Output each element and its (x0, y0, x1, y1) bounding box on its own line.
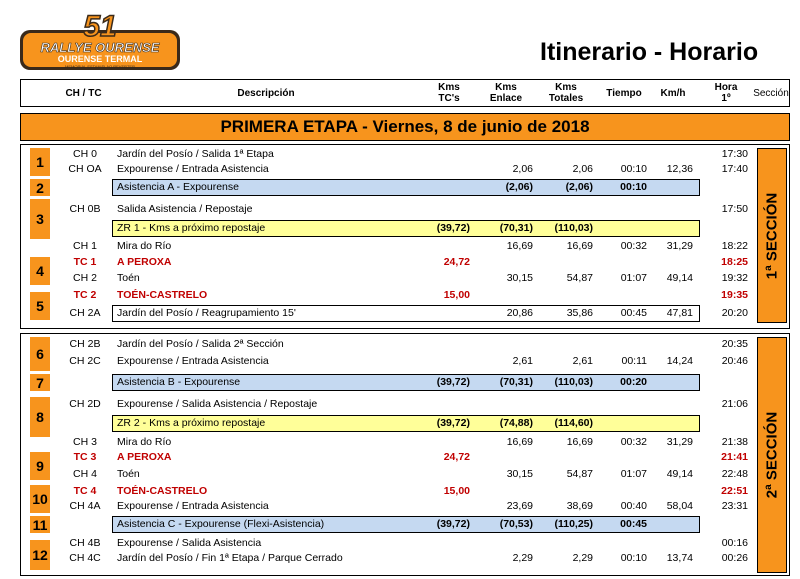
cell-kms-enlace: (2,06) (505, 181, 533, 193)
cell-hora: 00:26 (721, 552, 748, 564)
cell-tiempo: 00:40 (620, 500, 647, 512)
cell-kms-tc: (39,72) (436, 376, 470, 388)
header-ch: CH / TC (65, 88, 102, 99)
cell-kmh: 47,81 (666, 307, 693, 319)
cell-kms-enlace: 30,15 (506, 272, 533, 284)
header-kms-tc: Kms TC's (438, 82, 460, 104)
cell-kmh: 58,04 (666, 500, 693, 512)
cell-desc: Toén (117, 468, 140, 480)
cell-kms-tc: 24,72 (443, 451, 470, 463)
cell-kms-totales: 2,29 (572, 552, 593, 564)
table-row (20, 306, 760, 321)
page-title: Itinerario - Horario (540, 38, 759, 66)
cell-ch: CH 0 (73, 148, 97, 160)
cell-kms-totales: 38,69 (566, 500, 593, 512)
logo-number: 51 (83, 12, 117, 43)
cell-ch: CH 2A (69, 307, 101, 319)
cell-kms-enlace: (70,31) (499, 376, 533, 388)
num-box: 10 (30, 485, 50, 513)
cell-kmh: 31,29 (666, 240, 693, 252)
table-row (20, 239, 760, 254)
cell-hora: 19:35 (721, 289, 748, 301)
cell-ch: TC 4 (73, 485, 97, 497)
cell-desc: TOÉN-CASTRELO (117, 485, 208, 497)
table-row (20, 354, 760, 369)
cell-desc: Asistencia C - Expourense (Flexi-Asistencia) (117, 518, 325, 530)
cell-ch: CH 1 (73, 240, 97, 252)
cell-kms-totales: (110,03) (554, 222, 593, 234)
cell-desc: A PEROXA (117, 451, 172, 463)
cell-desc: Asistencia A - Expourense (117, 181, 239, 193)
cell-desc: Mira do Río (117, 436, 172, 448)
table-row (20, 435, 760, 450)
cell-ch: TC 1 (73, 256, 97, 268)
cell-tiempo: 01:07 (620, 468, 647, 480)
cell-ch: CH 4B (69, 537, 101, 549)
cell-ch: CH OA (68, 163, 102, 175)
cell-desc: Mira do Río (117, 240, 172, 252)
table-row (20, 221, 760, 236)
cell-tiempo: 00:32 (620, 436, 647, 448)
table-row (20, 536, 760, 551)
cell-kms-totales: 16,69 (566, 240, 593, 252)
cell-kmh: 14,24 (666, 355, 693, 367)
num-box: 4 (30, 257, 50, 285)
cell-hora: 00:16 (721, 537, 748, 549)
cell-ch: CH 4C (69, 552, 101, 564)
num-box: 9 (30, 452, 50, 480)
table-row (20, 397, 760, 412)
cell-tiempo: 00:45 (620, 307, 647, 319)
section-1-label: 1ª SECCIÓN (757, 148, 787, 323)
cell-desc: TOÉN-CASTRELO (117, 289, 208, 301)
cell-tiempo: 00:10 (620, 181, 647, 193)
logo-line1: RALLYE OURENSE (40, 40, 160, 55)
cell-kms-totales: 16,69 (566, 436, 593, 448)
table-row (20, 467, 760, 482)
cell-kms-enlace: 2,29 (512, 552, 533, 564)
num-box: 2 (30, 179, 50, 196)
cell-kms-tc: (39,72) (436, 222, 470, 234)
cell-hora: 18:25 (721, 256, 748, 268)
rallye-logo (20, 12, 180, 74)
cell-kmh: 49,14 (666, 468, 693, 480)
cell-kms-enlace: (70,53) (499, 518, 533, 530)
cell-ch: CH 2D (69, 398, 101, 410)
header-tiempo: Tiempo (606, 88, 642, 99)
cell-desc: Jardín del Posío / Reagrupamiento 15' (117, 307, 296, 319)
cell-desc: Toén (117, 272, 140, 284)
num-box: 7 (30, 374, 50, 391)
num-box: 1 (30, 148, 50, 176)
table-row (20, 499, 760, 514)
cell-ch: TC 3 (73, 451, 97, 463)
cell-kms-enlace: 23,69 (506, 500, 533, 512)
table-row (20, 271, 760, 286)
cell-kms-totales: 2,61 (572, 355, 593, 367)
cell-kms-enlace: (70,31) (499, 222, 533, 234)
num-box: 8 (30, 397, 50, 437)
cell-kms-enlace: 30,15 (506, 468, 533, 480)
header-hora: Hora 1º (714, 82, 738, 104)
cell-desc: Jardín del Posío / Salida 1ª Etapa (117, 148, 274, 160)
cell-tiempo: 00:45 (620, 518, 647, 530)
cell-kmh: 49,14 (666, 272, 693, 284)
header-kmh: Km/h (660, 88, 686, 99)
cell-kms-totales: 2,06 (572, 163, 593, 175)
cell-desc: Asistencia B - Expourense (117, 376, 241, 388)
table-row (20, 288, 760, 303)
table-row (20, 551, 760, 566)
cell-hora: 17:30 (721, 148, 748, 160)
cell-ch: CH 3 (73, 436, 97, 448)
cell-ch: TC 2 (73, 289, 97, 301)
section-2-label: 2ª SECCIÓN (757, 337, 787, 573)
logo-line2: OURENSE TERMAL (57, 54, 143, 64)
cell-desc: Expourense / Entrada Asistencia (117, 163, 269, 175)
cell-tiempo: 00:20 (620, 376, 647, 388)
table-row (20, 147, 760, 162)
num-box: 3 (30, 199, 50, 239)
cell-tiempo: 01:07 (620, 272, 647, 284)
cell-tiempo: 00:10 (620, 552, 647, 564)
stage-title: PRIMERA ETAPA - Viernes, 8 de junio de 2018 (20, 113, 790, 141)
num-box: 6 (30, 337, 50, 371)
cell-ch: CH 2 (73, 272, 97, 284)
cell-hora: 18:22 (721, 240, 748, 252)
cell-desc: Expourense / Salida Asistencia / Repostaje (117, 398, 318, 410)
table-row (20, 337, 760, 352)
cell-desc: ZR 1 - Kms a próximo repostaje (117, 222, 266, 234)
header-seccion: Sección (753, 88, 789, 99)
cell-kmh: 13,74 (666, 552, 693, 564)
cell-hora: 20:20 (721, 307, 748, 319)
table-row (20, 255, 760, 270)
cell-kmh: 31,29 (666, 436, 693, 448)
cell-desc: Salida Asistencia / Repostaje (117, 203, 253, 215)
cell-hora: 22:51 (721, 485, 748, 497)
cell-ch: CH 4 (73, 468, 97, 480)
cell-kms-tc: (39,72) (436, 417, 470, 429)
cell-kms-totales: (110,25) (554, 518, 593, 530)
cell-hora: 17:50 (721, 203, 748, 215)
cell-ch: CH 2C (69, 355, 101, 367)
cell-desc: Expourense / Entrada Asistencia (117, 355, 269, 367)
cell-hora: 19:32 (721, 272, 748, 284)
cell-kms-tc: 15,00 (443, 485, 470, 497)
cell-hora: 21:06 (721, 398, 748, 410)
cell-hora: 20:35 (721, 338, 748, 350)
cell-kms-tc: 15,00 (443, 289, 470, 301)
cell-tiempo: 00:32 (620, 240, 647, 252)
cell-desc: A PEROXA (117, 256, 172, 268)
header-kms-totales: Kms Totales (548, 82, 584, 104)
cell-kms-enlace: 16,69 (506, 240, 533, 252)
cell-ch: CH 0B (69, 203, 101, 215)
cell-kms-enlace: 16,69 (506, 436, 533, 448)
num-box: 12 (30, 540, 50, 570)
cell-hora: 23:31 (721, 500, 748, 512)
cell-hora: 21:41 (721, 451, 748, 463)
cell-desc: ZR 2 - Kms a próximo repostaje (117, 417, 266, 429)
cell-kms-totales: (110,03) (554, 376, 593, 388)
cell-hora: 22:48 (721, 468, 748, 480)
cell-kms-tc: (39,72) (436, 518, 470, 530)
cell-hora: 21:38 (721, 436, 748, 448)
cell-kms-tc: 24,72 (443, 256, 470, 268)
header-desc: Descripción (237, 88, 295, 99)
logo-line3: MEMORIAL ESTANISLAO REVERTER (65, 64, 135, 69)
cell-tiempo: 00:11 (621, 355, 647, 367)
cell-tiempo: 00:10 (620, 163, 647, 175)
cell-kms-totales: 54,87 (566, 468, 593, 480)
table-row (20, 202, 760, 217)
cell-kmh: 12,36 (666, 163, 693, 175)
cell-desc: Expourense / Salida Asistencia (117, 537, 262, 549)
cell-kms-enlace: (74,88) (499, 417, 533, 429)
table-row (20, 180, 760, 195)
table-row (20, 517, 760, 532)
cell-ch: CH 4A (69, 500, 101, 512)
num-box: 5 (30, 292, 50, 320)
cell-ch: CH 2B (69, 338, 101, 350)
cell-kms-enlace: 2,61 (512, 355, 533, 367)
cell-kms-enlace: 2,06 (512, 163, 533, 175)
cell-hora: 20:46 (721, 355, 748, 367)
cell-kms-totales: 54,87 (566, 272, 593, 284)
table-row (20, 416, 760, 431)
cell-hora: 17:40 (721, 163, 748, 175)
table-row (20, 450, 760, 465)
table-row (20, 162, 760, 177)
cell-desc: Jardín del Posío / Fin 1ª Etapa / Parque Cerrado (117, 552, 343, 564)
cell-kms-totales: 35,86 (566, 307, 593, 319)
cell-kms-totales: (2,06) (565, 181, 593, 193)
header-kms-enlace: Kms Enlace (489, 82, 523, 104)
cell-kms-totales: (114,60) (554, 417, 593, 429)
cell-desc: Jardín del Posío / Salida 2ª Sección (117, 338, 284, 350)
table-row (20, 484, 760, 499)
cell-desc: Expourense / Entrada Asistencia (117, 500, 269, 512)
table-header (20, 79, 790, 107)
table-row (20, 375, 760, 390)
cell-kms-enlace: 20,86 (506, 307, 533, 319)
num-box: 11 (30, 516, 50, 533)
